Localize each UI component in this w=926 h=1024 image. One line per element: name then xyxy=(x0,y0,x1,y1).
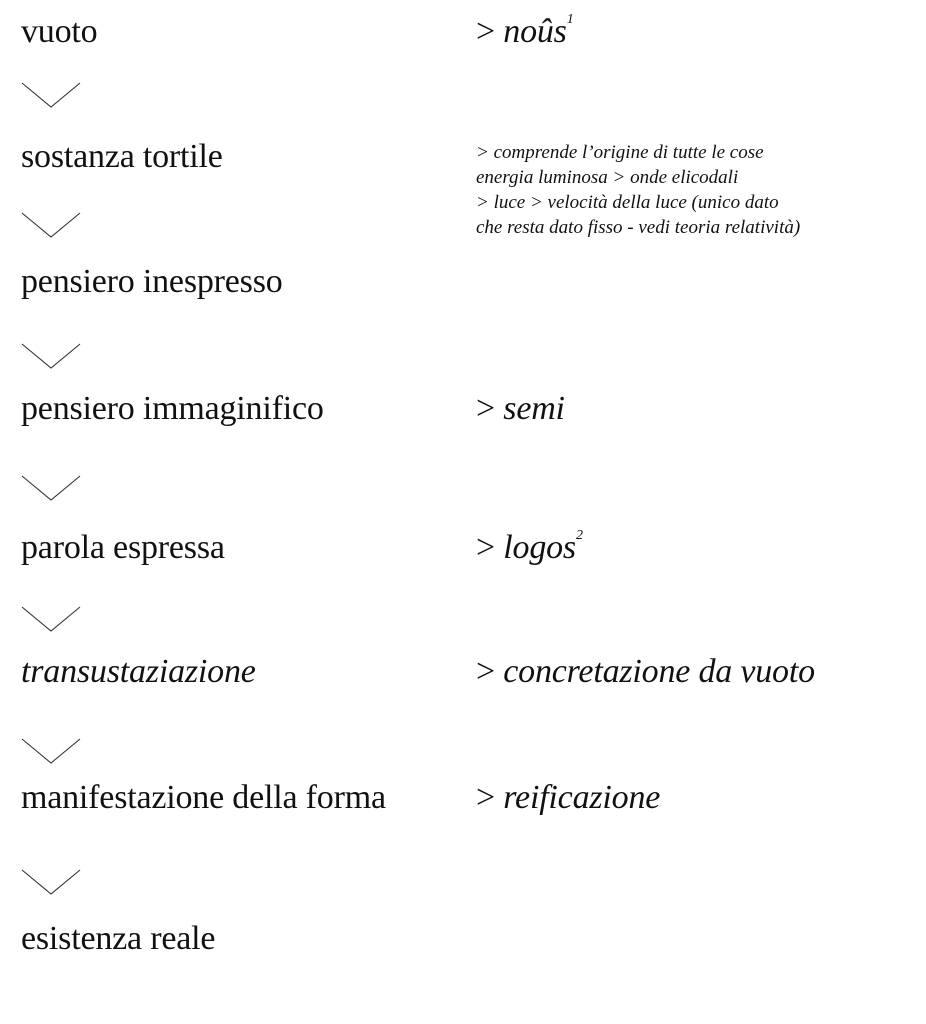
annotation-semi xyxy=(476,392,565,426)
annotation-prefix: > xyxy=(476,653,504,690)
annotation-prefix: > xyxy=(476,13,504,50)
note-line: > comprende l’origine di tutte le cose xyxy=(476,142,764,163)
note-line: energia luminosa > onde elicodali xyxy=(476,167,739,188)
annotation-term: logos xyxy=(503,529,576,566)
annotation-term: noûs xyxy=(503,13,567,50)
annotation-concretazione xyxy=(476,655,815,689)
chevron-down-icon xyxy=(21,869,81,895)
annotation-nous xyxy=(476,12,574,50)
step-pensiero-inespresso: pensiero inespresso xyxy=(21,263,283,300)
chevron-down-icon xyxy=(21,738,81,764)
step-vuoto: vuoto xyxy=(21,13,98,50)
note-line: > luce > velocità della luce (unico dato xyxy=(476,192,779,213)
annotation-reificazione xyxy=(476,781,660,815)
step-pensiero-immaginifico: pensiero immaginifico xyxy=(21,390,324,427)
chevron-down-icon xyxy=(21,343,81,369)
step-transustaziazione: transustaziazione xyxy=(21,653,256,690)
note-line: che resta dato fisso - vedi teoria relatività) xyxy=(476,217,801,238)
chevron-down-icon xyxy=(21,475,81,501)
footnote-marker: 2 xyxy=(575,528,583,543)
step-manifestazione-della-forma: manifestazione della forma xyxy=(21,779,386,816)
annotation-term: reificazione xyxy=(503,779,661,816)
annotation-prefix: > xyxy=(476,529,504,566)
step-esistenza-reale: esistenza reale xyxy=(21,920,216,957)
annotation-term: concretazione da vuoto xyxy=(503,653,815,690)
chevron-down-icon xyxy=(21,212,81,238)
step-sostanza-tortile: sostanza tortile xyxy=(21,138,223,175)
chevron-down-icon xyxy=(21,82,81,108)
annotation-logos xyxy=(476,528,583,566)
step-parola-espressa: parola espressa xyxy=(21,529,225,566)
annotation-prefix: > xyxy=(476,779,504,816)
annotation-term: semi xyxy=(503,390,565,427)
annotation-prefix: > xyxy=(476,390,504,427)
footnote-marker: 1 xyxy=(566,12,574,27)
annotation-note xyxy=(476,140,800,240)
chevron-down-icon xyxy=(21,606,81,632)
